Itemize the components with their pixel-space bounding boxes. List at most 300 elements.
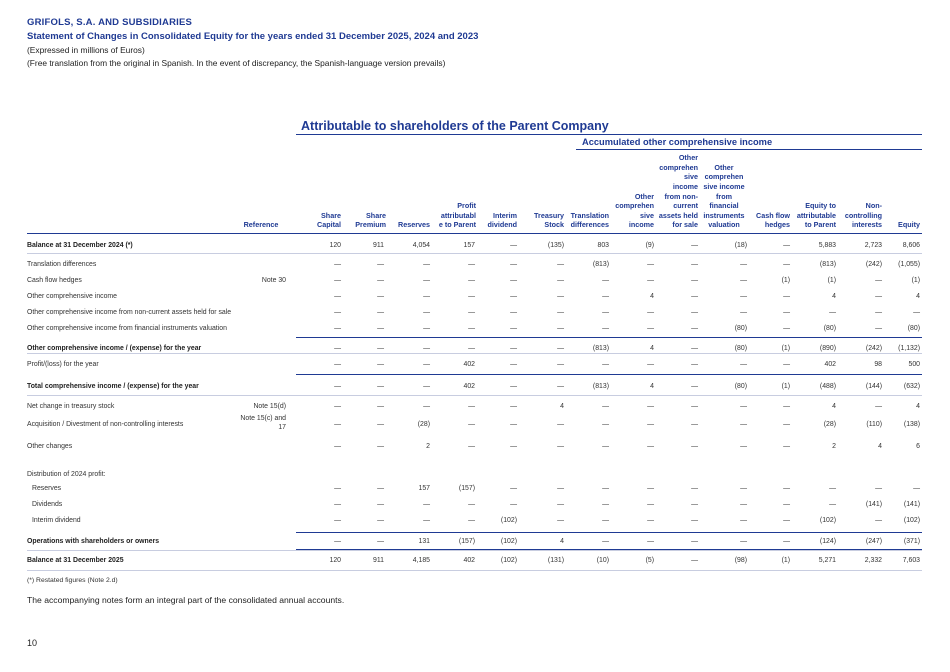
col-header-profit: Profit attributabl e to Parent xyxy=(438,201,476,230)
row-label: Other comprehensive income from financial instruments valuation xyxy=(27,325,227,332)
table-cell: — xyxy=(740,277,747,284)
table-cell: (102) xyxy=(819,517,836,524)
table-row xyxy=(0,322,950,336)
table-cell: — xyxy=(468,345,475,352)
table-cell: (80) xyxy=(823,325,836,332)
document-header xyxy=(27,17,478,68)
table-cell: — xyxy=(602,309,609,316)
row-divider xyxy=(27,395,922,396)
page-number: 10 xyxy=(27,638,38,648)
row-label: Other comprehensive income xyxy=(27,293,118,300)
table-cell: 98 xyxy=(874,361,882,368)
table-row xyxy=(0,358,950,372)
table-cell: — xyxy=(557,325,564,332)
table-cell: — xyxy=(740,443,747,450)
table-cell: — xyxy=(557,501,564,508)
table-cell: — xyxy=(423,345,430,352)
table-cell: — xyxy=(740,309,747,316)
table-cell: — xyxy=(875,517,882,524)
table-cell: — xyxy=(510,485,517,492)
table-row xyxy=(0,258,950,272)
table-cell: — xyxy=(875,485,882,492)
table-cell: — xyxy=(377,501,384,508)
table-cell: 2 xyxy=(832,443,836,450)
table-cell: — xyxy=(510,293,517,300)
table-cell: — xyxy=(468,421,475,428)
table-cell: — xyxy=(783,361,790,368)
table-cell: — xyxy=(423,325,430,332)
col-header-nci: Non- controlling interests xyxy=(844,201,882,230)
restated-footnote: (*) Restated figures (Note 2.d) xyxy=(27,577,118,584)
table-cell: — xyxy=(334,345,341,352)
table-cell: — xyxy=(740,485,747,492)
table-cell: — xyxy=(740,293,747,300)
table-cell: — xyxy=(783,325,790,332)
table-cell: — xyxy=(334,421,341,428)
table-cell: — xyxy=(377,403,384,410)
table-cell: — xyxy=(740,517,747,524)
row-separator xyxy=(296,337,922,338)
table-cell: — xyxy=(691,309,698,316)
table-cell: — xyxy=(423,517,430,524)
table-cell: (242) xyxy=(865,261,882,268)
table-cell: (157) xyxy=(458,485,475,492)
table-cell: — xyxy=(829,501,836,508)
table-cell: — xyxy=(875,277,882,284)
table-cell: (371) xyxy=(903,538,920,545)
table-cell: — xyxy=(691,501,698,508)
table-cell: 157 xyxy=(418,485,430,492)
table-row xyxy=(0,554,950,568)
table-cell: (1,132) xyxy=(898,345,920,352)
table-cell: — xyxy=(557,517,564,524)
table-cell: — xyxy=(510,242,517,249)
table-cell: 803 xyxy=(597,242,609,249)
table-cell: 402 xyxy=(463,361,475,368)
row-reference: Note 15(d) xyxy=(253,403,286,410)
table-cell: — xyxy=(334,293,341,300)
group-divider-parent xyxy=(296,134,922,135)
table-cell: (138) xyxy=(903,421,920,428)
table-cell: — xyxy=(783,403,790,410)
table-cell: (1) xyxy=(781,383,790,390)
table-cell: 4 xyxy=(916,293,920,300)
table-cell: — xyxy=(334,485,341,492)
table-cell: — xyxy=(423,261,430,268)
company-name: GRIFOLS, S.A. AND SUBSIDIARIES xyxy=(27,17,193,28)
table-cell: (10) xyxy=(596,557,609,564)
table-cell: — xyxy=(647,277,654,284)
table-cell: (131) xyxy=(547,557,564,564)
table-cell: — xyxy=(334,325,341,332)
table-cell: — xyxy=(334,261,341,268)
table-cell: — xyxy=(510,403,517,410)
table-cell: — xyxy=(691,325,698,332)
table-cell: — xyxy=(691,557,698,564)
table-cell: — xyxy=(691,361,698,368)
table-row xyxy=(0,535,950,549)
group-header-aoci: Accumulated other comprehensive income xyxy=(582,137,773,147)
table-cell: — xyxy=(557,261,564,268)
table-cell: — xyxy=(557,383,564,390)
table-cell: — xyxy=(510,443,517,450)
table-row xyxy=(0,274,950,288)
table-cell: — xyxy=(423,361,430,368)
table-cell: (1) xyxy=(827,277,836,284)
table-cell: — xyxy=(691,421,698,428)
table-cell: — xyxy=(377,443,384,450)
table-cell: (141) xyxy=(903,501,920,508)
table-cell: — xyxy=(647,517,654,524)
col-header-oci-held: Other comprehen sive income from non- current assets held for sale xyxy=(658,153,698,230)
table-cell: (80) xyxy=(734,345,747,352)
table-cell: — xyxy=(468,309,475,316)
table-cell: — xyxy=(647,325,654,332)
table-cell: — xyxy=(468,403,475,410)
row-label: Balance at 31 December 2024 (*) xyxy=(27,242,133,249)
table-cell: (488) xyxy=(819,383,836,390)
table-cell: — xyxy=(423,293,430,300)
table-cell: (144) xyxy=(865,383,882,390)
table-cell: — xyxy=(602,325,609,332)
table-cell: (141) xyxy=(865,501,882,508)
table-cell: — xyxy=(783,517,790,524)
table-cell: (1) xyxy=(781,345,790,352)
table-cell: — xyxy=(875,325,882,332)
table-cell: (813) xyxy=(592,345,609,352)
row-label: Dividends xyxy=(32,501,63,508)
col-header-other-ci: Other comprehen sive income xyxy=(615,191,654,230)
row-label: Acquisition / Divestment of non-controlling interests xyxy=(27,421,184,428)
table-cell: — xyxy=(510,277,517,284)
statement-title: Statement of Changes in Consolidated Equity for the years ended 31 December 2025, 2024 and 2023 xyxy=(27,31,479,42)
table-cell: — xyxy=(334,501,341,508)
group-header-parent: Attributable to shareholders of the Parent Company xyxy=(301,119,609,133)
table-cell: — xyxy=(334,277,341,284)
table-cell: — xyxy=(647,421,654,428)
table-cell: — xyxy=(377,345,384,352)
table-cell: — xyxy=(510,325,517,332)
row-divider xyxy=(27,253,922,254)
row-label: Balance at 31 December 2025 xyxy=(27,557,124,564)
col-header-equity: Equity xyxy=(898,220,920,230)
table-cell: — xyxy=(913,485,920,492)
table-cell: — xyxy=(468,261,475,268)
table-cell: — xyxy=(510,309,517,316)
table-cell: (102) xyxy=(500,557,517,564)
col-header-share-premium: Share Premium xyxy=(355,210,386,230)
table-cell: — xyxy=(829,309,836,316)
table-cell: — xyxy=(740,501,747,508)
table-cell: (110) xyxy=(866,421,882,428)
table-row xyxy=(0,306,950,320)
table-cell: — xyxy=(377,277,384,284)
table-cell: — xyxy=(423,501,430,508)
table-cell: — xyxy=(740,538,747,545)
table-cell: — xyxy=(691,443,698,450)
col-header-reserves: Reserves xyxy=(398,220,430,230)
table-cell: (5) xyxy=(645,557,654,564)
col-header-reference: Reference xyxy=(243,220,279,230)
table-cell: (28) xyxy=(823,421,836,428)
table-cell: (102) xyxy=(500,517,517,524)
table-cell: — xyxy=(602,403,609,410)
table-cell: — xyxy=(647,361,654,368)
table-cell: — xyxy=(468,277,475,284)
table-cell: — xyxy=(557,485,564,492)
table-cell: — xyxy=(875,403,882,410)
table-cell: — xyxy=(647,261,654,268)
table-cell: 4 xyxy=(650,293,654,300)
table-cell: 2,723 xyxy=(864,242,882,249)
table-row xyxy=(0,400,950,414)
table-cell: — xyxy=(691,538,698,545)
col-header-translation: Translation differences xyxy=(570,210,609,230)
table-cell: — xyxy=(691,345,698,352)
table-cell: 911 xyxy=(373,242,384,249)
col-header-cash-flow: Cash flow hedges xyxy=(756,210,790,230)
col-header-oci-fin: Other comprehen sive income from financial instruments valuation xyxy=(703,162,745,230)
table-row xyxy=(0,514,950,528)
table-cell: — xyxy=(334,403,341,410)
table-cell: (18) xyxy=(734,242,747,249)
table-cell: (102) xyxy=(903,517,920,524)
table-cell: — xyxy=(334,538,341,545)
row-label: Other comprehensive income from non-current assets held for sale xyxy=(27,309,232,316)
table-cell: — xyxy=(602,421,609,428)
table-cell: 120 xyxy=(329,557,341,564)
table-cell: — xyxy=(510,261,517,268)
table-cell: — xyxy=(783,242,790,249)
table-cell: — xyxy=(423,383,430,390)
table-cell: (80) xyxy=(907,325,920,332)
table-cell: — xyxy=(691,242,698,249)
translation-note: (Free translation from the original in Spanish. In the event of discrepancy, the Spanish-language version prevails) xyxy=(27,58,446,68)
row-divider xyxy=(27,353,922,354)
table-cell: — xyxy=(557,421,564,428)
table-cell: (813) xyxy=(592,383,609,390)
table-cell: 2 xyxy=(426,443,430,450)
table-cell: (124) xyxy=(819,538,836,545)
table-cell: — xyxy=(647,443,654,450)
table-cell: (102) xyxy=(500,538,517,545)
table-cell: — xyxy=(647,485,654,492)
table-cell: (890) xyxy=(819,345,836,352)
header-divider xyxy=(27,233,922,234)
row-label: Total comprehensive income / (expense) for the year xyxy=(27,383,199,390)
table-cell: — xyxy=(602,293,609,300)
statement-note: The accompanying notes form an integral part of the consolidated annual accounts. xyxy=(27,595,345,605)
table-cell: — xyxy=(875,309,882,316)
table-cell: (1) xyxy=(911,277,920,284)
table-cell: — xyxy=(602,443,609,450)
table-cell: — xyxy=(875,293,882,300)
table-cell: (247) xyxy=(865,538,882,545)
table-cell: — xyxy=(783,261,790,268)
table-cell: — xyxy=(510,501,517,508)
row-label: Net change in treasury stock xyxy=(27,403,115,410)
row-label: Translation differences xyxy=(27,261,97,268)
table-cell: 5,883 xyxy=(818,242,836,249)
row-label: Cash flow hedges xyxy=(27,277,82,284)
col-header-share-capital: Share Capital xyxy=(317,210,341,230)
table-cell: — xyxy=(334,443,341,450)
table-cell: — xyxy=(557,277,564,284)
table-cell: — xyxy=(783,421,790,428)
table-cell: — xyxy=(602,361,609,368)
table-cell: — xyxy=(647,309,654,316)
row-label: Profit/(loss) for the year xyxy=(27,361,99,368)
table-cell: 2,332 xyxy=(864,557,882,564)
table-cell: (135) xyxy=(547,242,564,249)
table-cell: — xyxy=(691,383,698,390)
table-cell: 120 xyxy=(329,242,341,249)
table-cell: (28) xyxy=(417,421,430,428)
table-cell: — xyxy=(510,361,517,368)
table-cell: — xyxy=(510,383,517,390)
table-cell: 402 xyxy=(463,383,475,390)
table-cell: (80) xyxy=(734,383,747,390)
table-cell: — xyxy=(377,325,384,332)
table-cell: — xyxy=(740,361,747,368)
row-label: Reserves xyxy=(32,485,62,492)
table-cell: — xyxy=(602,485,609,492)
table-cell: — xyxy=(377,538,384,545)
table-cell: (80) xyxy=(734,325,747,332)
table-cell: (813) xyxy=(592,261,609,268)
table-cell: 8,606 xyxy=(902,242,920,249)
table-cell: — xyxy=(334,517,341,524)
table-cell: — xyxy=(468,517,475,524)
table-cell: 4 xyxy=(832,403,836,410)
table-cell: (1) xyxy=(781,557,790,564)
table-cell: — xyxy=(557,345,564,352)
table-cell: — xyxy=(468,325,475,332)
row-separator xyxy=(296,532,922,533)
table-cell: — xyxy=(510,421,517,428)
table-cell: 4,185 xyxy=(412,557,430,564)
table-cell: — xyxy=(647,403,654,410)
table-cell: — xyxy=(740,403,747,410)
table-row xyxy=(0,440,950,454)
row-reference: Note 30 xyxy=(261,277,286,284)
table-cell: (1,055) xyxy=(898,261,920,268)
row-divider xyxy=(27,550,922,551)
table-cell: — xyxy=(691,293,698,300)
table-cell: 402 xyxy=(463,557,475,564)
table-cell: — xyxy=(557,361,564,368)
table-cell: — xyxy=(334,309,341,316)
table-cell: 4,054 xyxy=(412,242,430,249)
row-label: Distribution of 2024 profit: xyxy=(27,471,106,478)
row-divider xyxy=(27,570,922,571)
table-cell: — xyxy=(783,443,790,450)
table-cell: — xyxy=(468,443,475,450)
table-cell: — xyxy=(691,277,698,284)
table-cell: 131 xyxy=(418,538,430,545)
table-cell: — xyxy=(377,293,384,300)
table-row xyxy=(0,415,950,432)
table-cell: — xyxy=(377,361,384,368)
row-label: Other comprehensive income / (expense) for the year xyxy=(27,345,202,352)
table-cell: 157 xyxy=(463,242,475,249)
table-cell: — xyxy=(783,501,790,508)
table-cell: — xyxy=(602,277,609,284)
table-row xyxy=(0,468,950,482)
table-cell: — xyxy=(377,261,384,268)
table-cell: 4 xyxy=(650,383,654,390)
table-cell: — xyxy=(510,345,517,352)
table-cell: — xyxy=(691,403,698,410)
row-reference: Note 15(c) and 17 xyxy=(240,415,286,431)
table-cell: — xyxy=(783,485,790,492)
table-cell: — xyxy=(377,517,384,524)
table-cell: — xyxy=(377,383,384,390)
table-cell: — xyxy=(377,309,384,316)
table-cell: — xyxy=(557,293,564,300)
table-cell: (98) xyxy=(734,557,747,564)
table-cell: — xyxy=(423,403,430,410)
table-cell: (9) xyxy=(645,242,654,249)
table-cell: 402 xyxy=(824,361,836,368)
table-cell: 4 xyxy=(832,293,836,300)
table-cell: — xyxy=(691,517,698,524)
table-cell: — xyxy=(783,309,790,316)
row-separator xyxy=(296,374,922,375)
table-cell: (1) xyxy=(781,277,790,284)
table-cell: — xyxy=(423,277,430,284)
table-cell: — xyxy=(468,293,475,300)
table-cell: — xyxy=(740,261,747,268)
table-cell: 4 xyxy=(560,538,564,545)
table-cell: 5,271 xyxy=(818,557,836,564)
col-header-equity-parent: Equity to attributable to Parent xyxy=(796,201,836,230)
table-cell: 911 xyxy=(373,557,384,564)
table-cell: — xyxy=(557,309,564,316)
table-cell: — xyxy=(602,538,609,545)
row-label: Operations with shareholders or owners xyxy=(27,538,160,545)
table-cell: — xyxy=(557,443,564,450)
table-cell: — xyxy=(602,501,609,508)
table-row xyxy=(0,482,950,496)
table-cell: (157) xyxy=(458,538,475,545)
table-cell: 7,603 xyxy=(902,557,920,564)
table-cell: 6 xyxy=(916,443,920,450)
table-cell: — xyxy=(691,261,698,268)
col-header-interim: Interim dividend xyxy=(487,210,517,230)
table-cell: — xyxy=(377,421,384,428)
table-cell: — xyxy=(334,383,341,390)
table-row xyxy=(0,239,950,253)
table-cell: 4 xyxy=(560,403,564,410)
table-cell: — xyxy=(783,293,790,300)
row-label: Interim dividend xyxy=(32,517,81,524)
table-cell: — xyxy=(334,361,341,368)
table-cell: — xyxy=(829,485,836,492)
table-cell: — xyxy=(783,538,790,545)
table-cell: — xyxy=(377,485,384,492)
table-cell: — xyxy=(423,309,430,316)
table-cell: 4 xyxy=(916,403,920,410)
table-cell: (632) xyxy=(903,383,920,390)
col-header-treasury: Treasury Stock xyxy=(534,210,564,230)
table-cell: — xyxy=(647,538,654,545)
table-row xyxy=(0,498,950,512)
table-cell: — xyxy=(602,517,609,524)
table-cell: — xyxy=(468,501,475,508)
table-row xyxy=(0,290,950,304)
table-cell: (813) xyxy=(819,261,836,268)
